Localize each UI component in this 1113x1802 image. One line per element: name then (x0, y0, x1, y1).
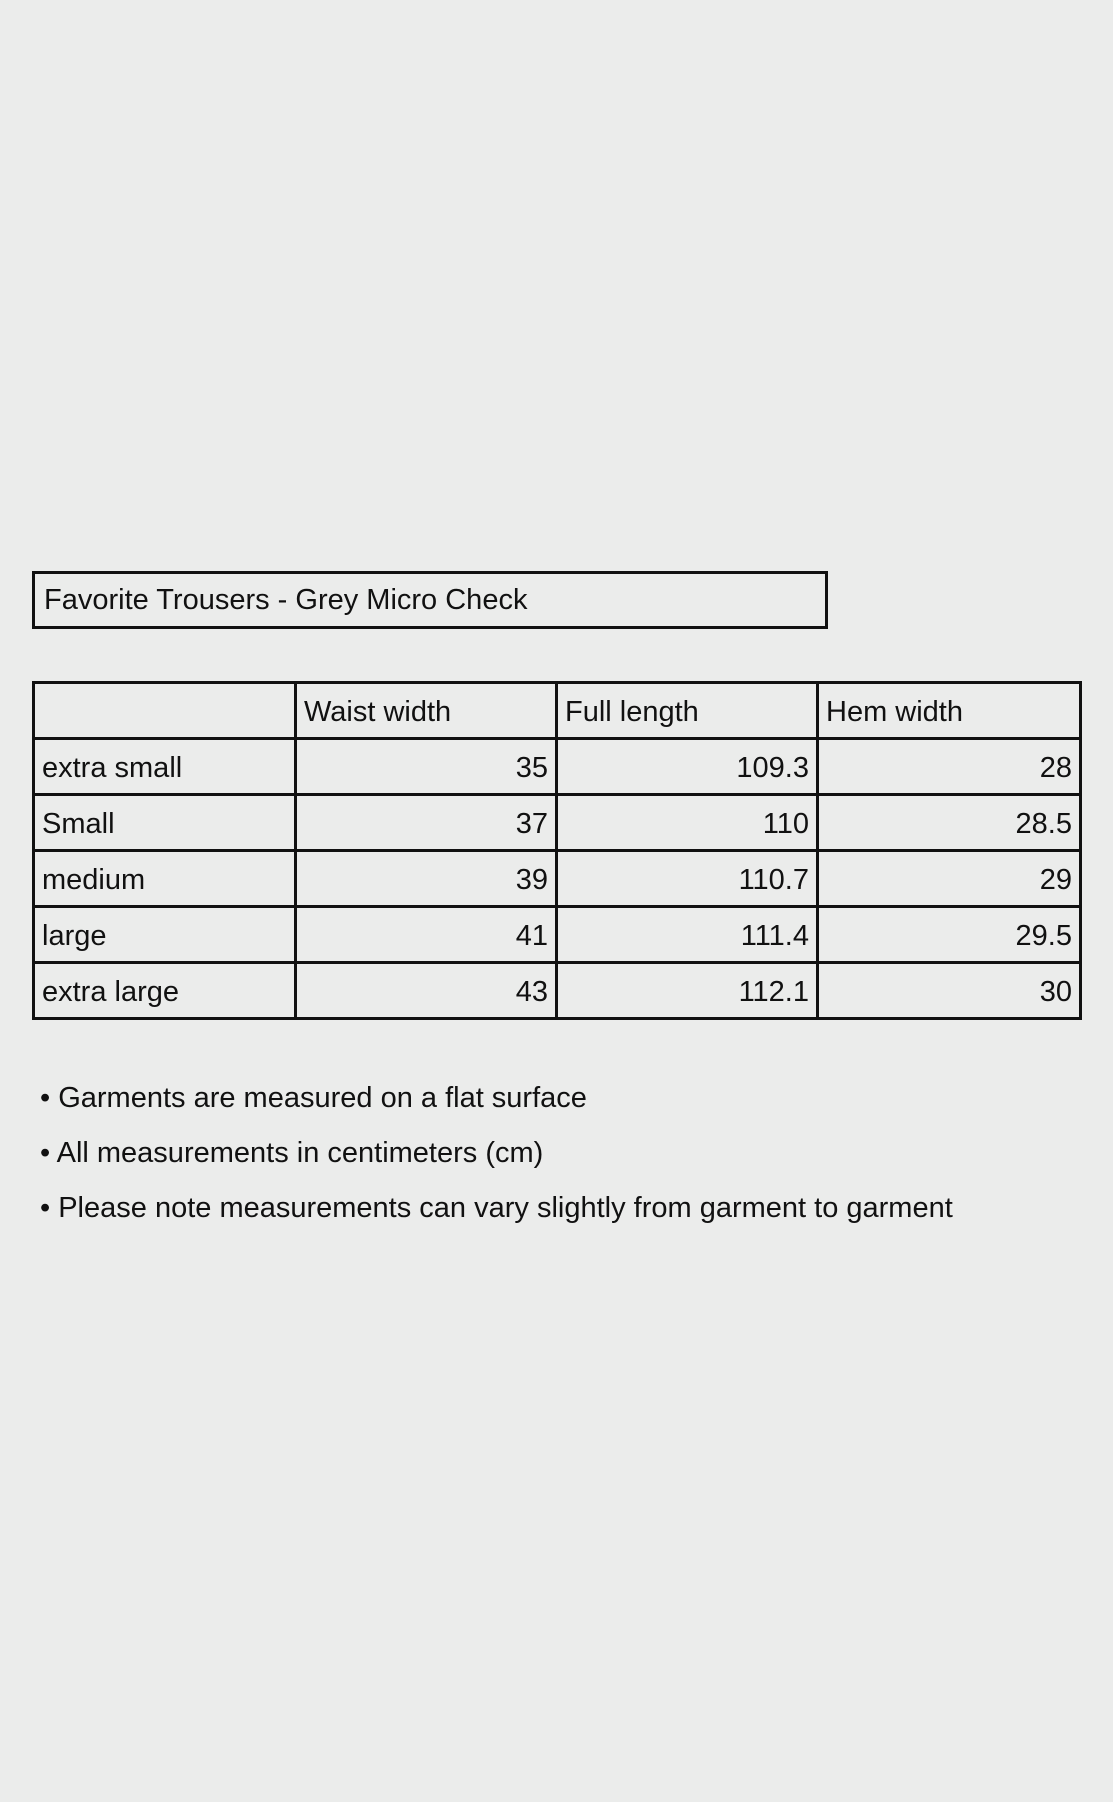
header-waist-width: Waist width (296, 683, 557, 739)
size-label: extra large (34, 963, 296, 1019)
length-value: 110.7 (557, 851, 818, 907)
table-row (34, 963, 1081, 1019)
page-title: Favorite Trousers - Grey Micro Check (32, 571, 828, 629)
hem-value: 29.5 (818, 907, 1081, 963)
header-hem-width: Hem width (818, 683, 1081, 739)
size-label: extra small (34, 739, 296, 795)
size-label: large (34, 907, 296, 963)
waist-value: 39 (296, 851, 557, 907)
length-value: 109.3 (557, 739, 818, 795)
waist-value: 43 (296, 963, 557, 1019)
hem-value: 30 (818, 963, 1081, 1019)
waist-value: 35 (296, 739, 557, 795)
length-value: 110 (557, 795, 818, 851)
table-row (34, 907, 1081, 963)
hem-value: 28 (818, 739, 1081, 795)
table-row (34, 795, 1081, 851)
header-full-length: Full length (557, 683, 818, 739)
table-row (34, 851, 1081, 907)
size-label: medium (34, 851, 296, 907)
note-item: • Garments are measured on a flat surface (40, 1082, 587, 1114)
header-cell-empty (34, 683, 296, 739)
hem-value: 29 (818, 851, 1081, 907)
size-label: Small (34, 795, 296, 851)
size-chart-table (32, 681, 1082, 1020)
hem-value: 28.5 (818, 795, 1081, 851)
notes-list (40, 1076, 953, 1241)
waist-value: 41 (296, 907, 557, 963)
length-value: 112.1 (557, 963, 818, 1019)
note-item: • Please note measurements can vary slightly from garment to garment (40, 1192, 953, 1224)
note-item: • All measurements in centimeters (cm) (40, 1137, 544, 1169)
table-row (34, 739, 1081, 795)
length-value: 111.4 (557, 907, 818, 963)
waist-value: 37 (296, 795, 557, 851)
table-header-row (34, 683, 1081, 739)
